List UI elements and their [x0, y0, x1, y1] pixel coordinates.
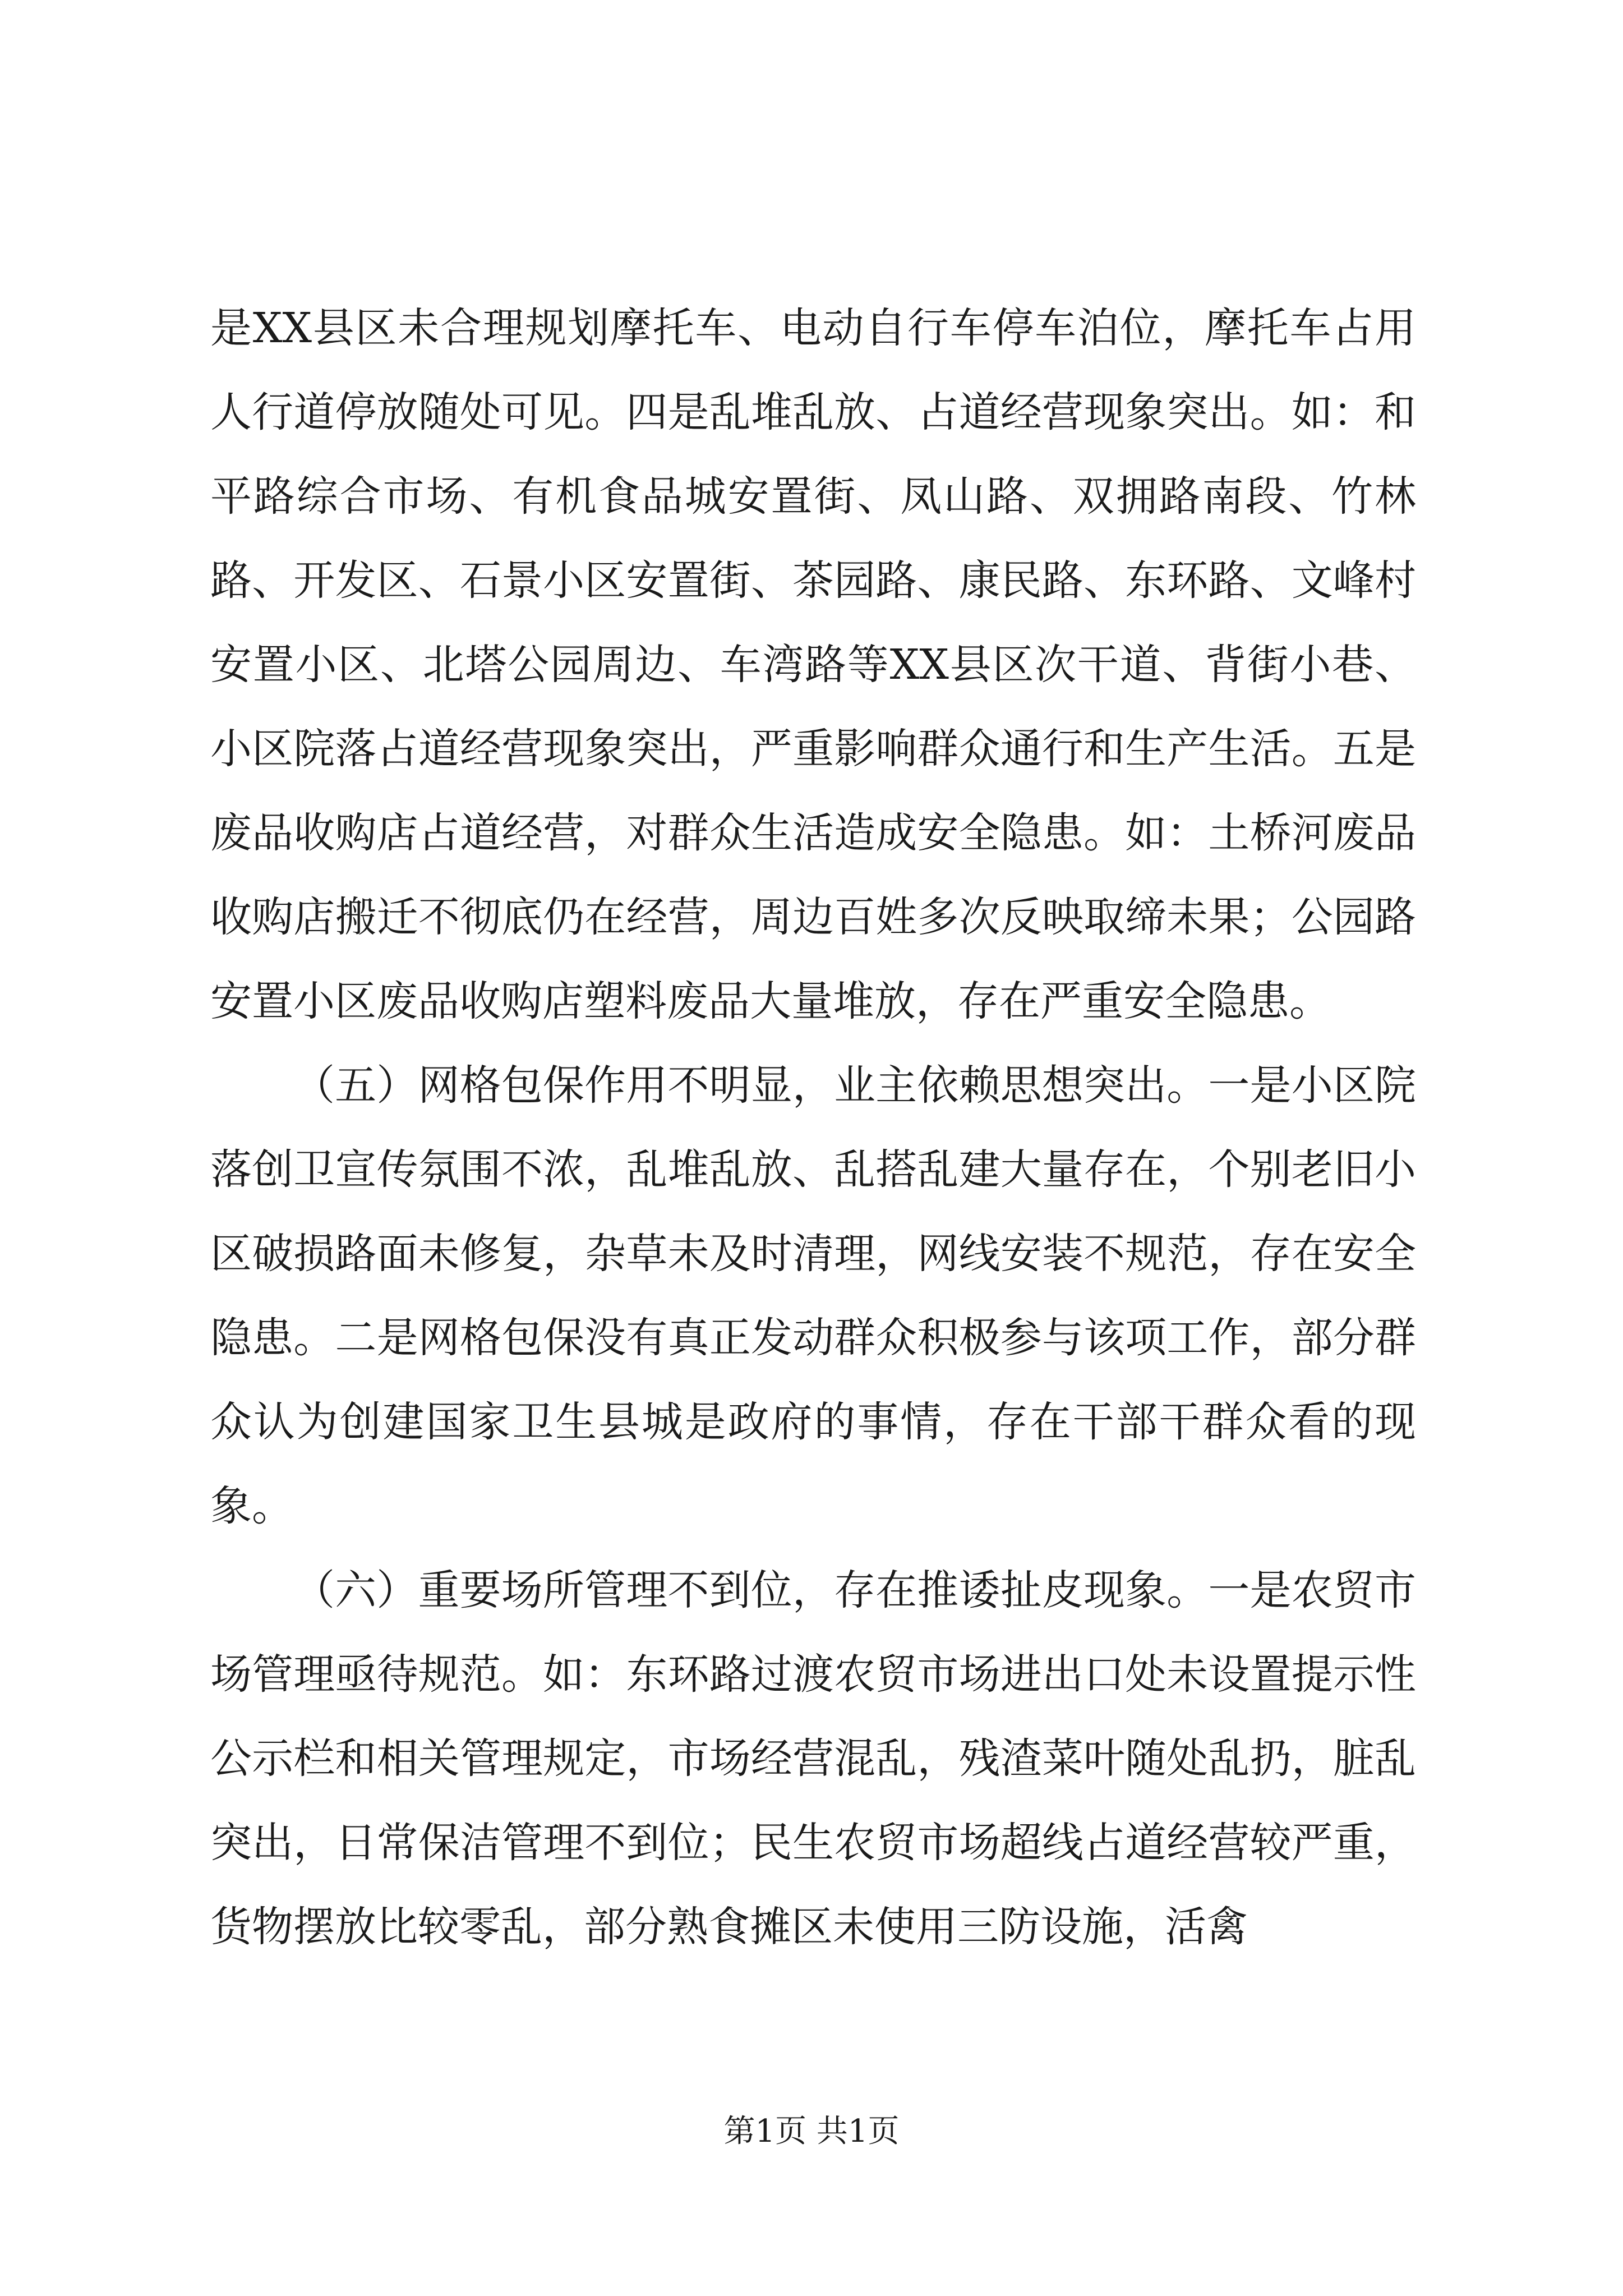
body-paragraph: 是XX县区未合理规划摩托车、电动自行车停车泊位，摩托车占用人行道停放随处可见。四是乱堆乱放、占道经营现象突出。如：和平路综合市场、有机食品城安置街、凤山路、双拥路南段、竹林路、开发区、石景小区安置街、茶园路、康民路、东环路、文峰村安置小区、北塔公园周边、车湾路等XX县区次干道、背街小巷、小区院落占道经营现象突出，严重影响群众通行和生产生活。五是废品收购店占道经营，对群众生活造成安全隐患。如：土桥河废品收购店搬迁不彻底仍在经营，周边百姓多次反映取缔未果；公园路安置小区废品收购店塑料废品大量堆放，存在严重安全隐患。	[210, 304, 1416, 1025]
document-body	[210, 286, 1416, 1969]
page-footer: 第1页 共1页	[723, 2113, 900, 2150]
body-paragraph: （六）重要场所管理不到位，存在推诿扯皮现象。一是农贸市场管理亟待规范。如：东环路过渡农贸市场进出口处未设置提示性公示栏和相关管理规定，市场经营混乱，残渣菜叶随处乱扔，脏乱突出，日常保洁管理不到位；民生农贸市场超线占道经营较严重，货物摆放比较零乱，部分熟食摊区未使用三防设施，活禽	[210, 1566, 1416, 1951]
body-paragraph: （五）网格包保作用不明显，业主依赖思想突出。一是小区院落创卫宣传氛围不浓，乱堆乱放、乱搭乱建大量存在，个别老旧小区破损路面未修复，杂草未及时清理，网线安装不规范，存在安全隐患。二是网格包保没有真正发动群众积极参与该项工作，部分群众认为创建国家卫生县城是政府的事情，存在干部干群众看的现象。	[210, 1061, 1416, 1530]
